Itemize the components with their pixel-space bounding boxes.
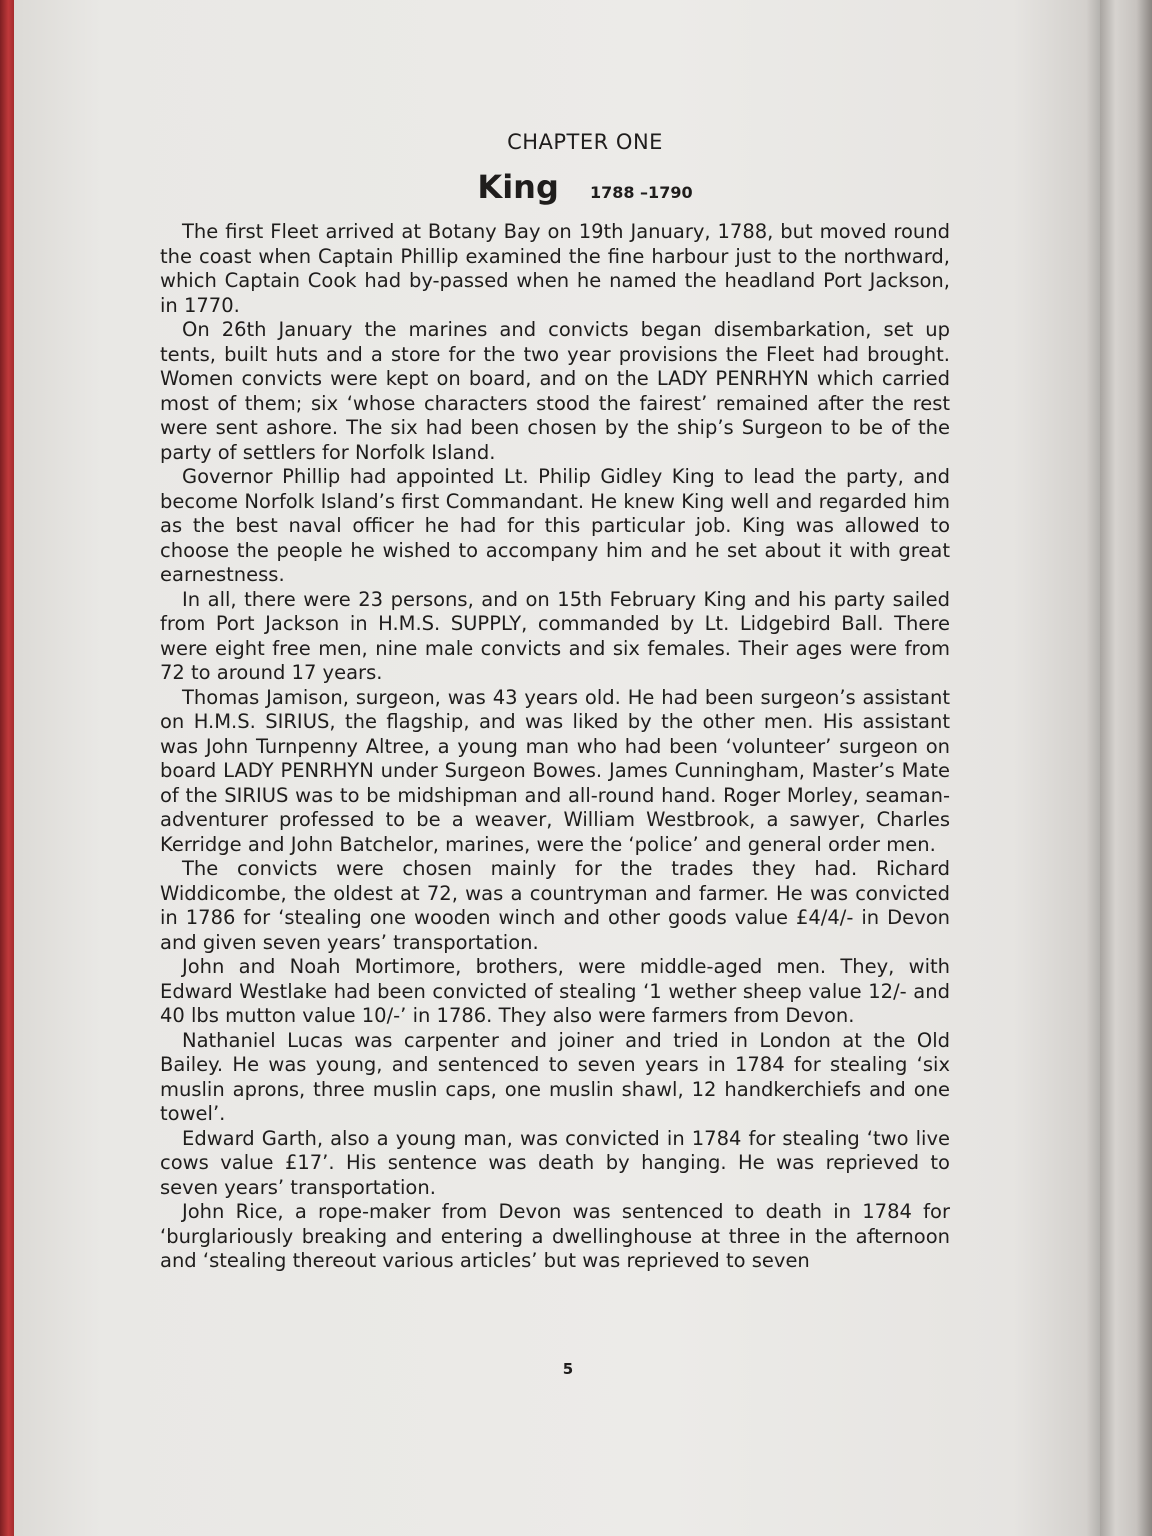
next-page-edge — [1100, 0, 1152, 1536]
paragraph: Edward Garth, also a young man, was convicted in 1784 for stealing ‘two live cows value £17’. His sentence was death by hanging. He was reprieved to seven years’ transportation. — [160, 1126, 950, 1199]
paragraph: In all, there were 23 persons, and on 15th February King and his party sailed from Port Jackson in H.M.S. SUPPLY, commanded by Lt. Lidgebird Ball. There were eight free men, nine male convicts and six females. Their ages were from 72 to around 17 years. — [160, 587, 950, 684]
page-number: 5 — [562, 1360, 574, 1378]
body-text — [160, 220, 950, 1274]
page-content — [160, 130, 950, 1274]
paragraph: The first Fleet arrived at Botany Bay on 19th January, 1788, but moved round the coast when Captain Phillip examined the fine harbour just to the northward, which Captain Cook had by-passed when he named the headland Port Jackson, in 1770. — [160, 220, 950, 317]
red-cover-edge — [0, 0, 14, 1536]
chapter-title: King — [477, 168, 559, 206]
paragraph: Nathaniel Lucas was carpenter and joiner and tried in London at the Old Bailey. He was young, and sentenced to seven years in 1784 for stealing ‘six muslin aprons, three muslin caps, one muslin shawl, 12 handkerchiefs and one towel’. — [160, 1028, 950, 1125]
chapter-heading — [160, 168, 950, 206]
paragraph: John Rice, a rope-maker from Devon was sentenced to death in 1784 for ‘burglariously breaking and entering a dwellinghouse at three in the afternoon and ‘stealing thereout various articles’ but was reprieved to seven — [160, 1200, 950, 1272]
chapter-years: 1788 –1790 — [589, 183, 693, 202]
paragraph: The convicts were chosen mainly for the trades they had. Richard Widdicombe, the oldest at 72, was a countryman and farmer. He was convicted in 1786 for ‘stealing one wooden winch and other goods value £4/4/- in Devon and given seven years’ transportation. — [160, 857, 950, 954]
paragraph: John and Noah Mortimore, brothers, were middle-aged men. They, with Edward Westlake had been convicted of stealing ‘1 wether sheep value 12/- and 40 lbs mutton value 10/-’ in 1786. They also were farmers from Devon. — [160, 955, 950, 1027]
paragraph: On 26th January the marines and convicts began disembarkation, set up tents, built huts and a store for the two year provisions the Fleet had brought. Women convicts were kept on board, and on the LADY PENRHYN which carried most of them; six ‘whose characters stood the fairest’ remained after the rest were sent ashore. The six had been chosen by the ship’s Surgeon to be of the party of settlers for Norfolk Island. — [160, 318, 950, 464]
paragraph: Governor Phillip had appointed Lt. Philip Gidley King to lead the party, and become Norfolk Island’s first Commandant. He knew King well and regarded him as the best naval officer he had for this particular job. King was allowed to choose the people he wished to accompany him and he set about it with great earnestness. — [160, 465, 950, 586]
paragraph: Thomas Jamison, surgeon, was 43 years old. He had been surgeon’s assistant on H.M.S. SIRIUS, the flagship, and was liked by the other men. His assistant was John Turnpenny Altree, a young man who had been ‘volunteer’ surgeon on board LADY PENRHYN under Surgeon Bowes. James Cunningham, Master’s Mate of the SIRIUS was to be midshipman and all-round hand. Roger Morley, seaman-adventurer professed to be a weaver, William Westbrook, a sawyer, Charles Kerridge and John Batchelor, marines, were the ‘police’ and general order men. — [160, 685, 950, 856]
chapter-label: CHAPTER ONE — [507, 130, 663, 154]
